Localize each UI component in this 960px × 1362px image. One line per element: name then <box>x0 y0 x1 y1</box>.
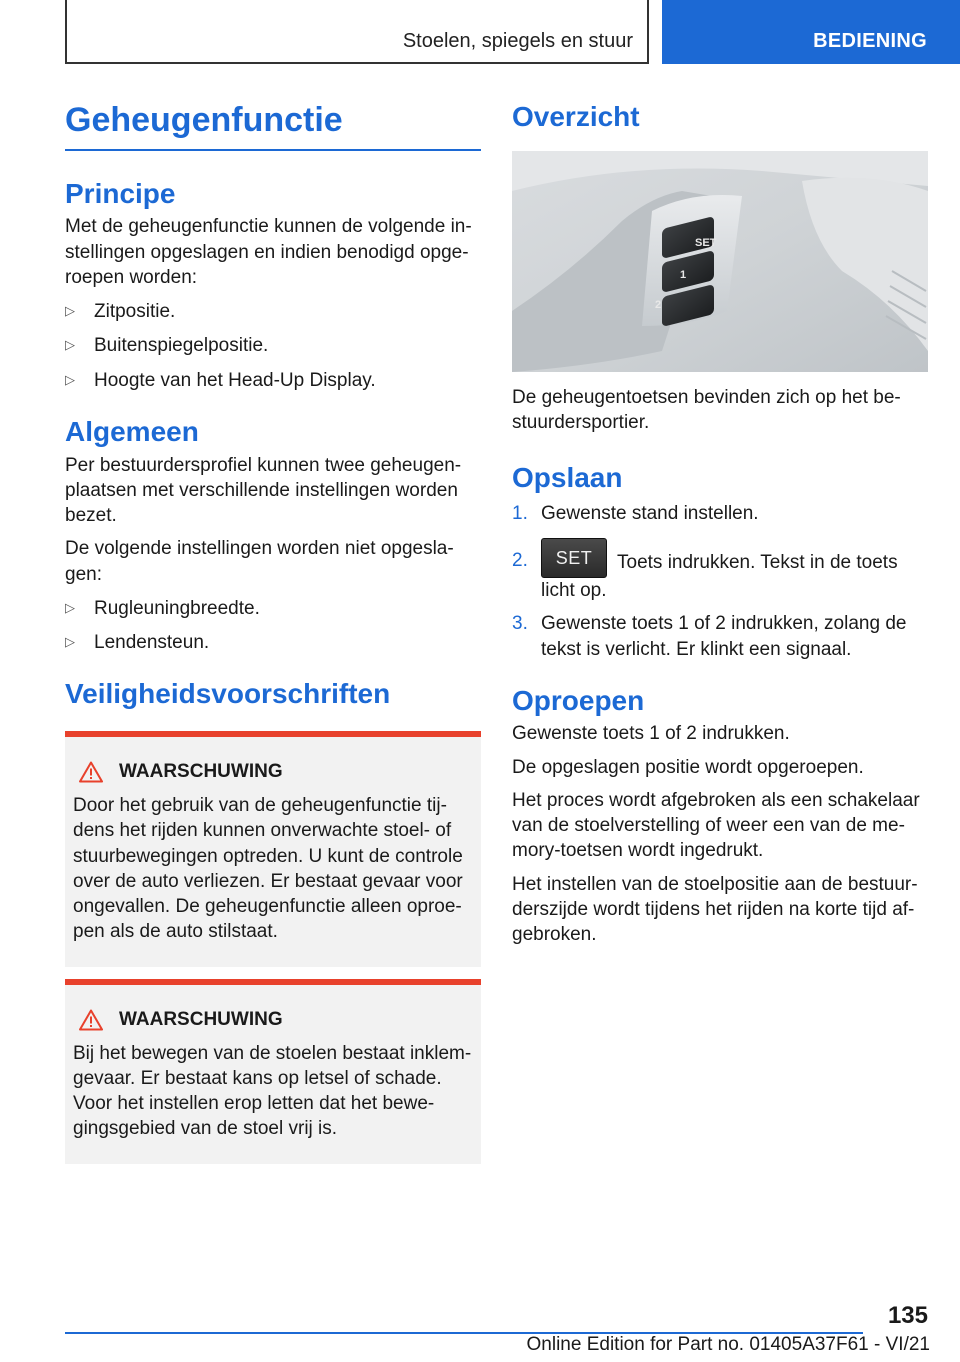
triangle-bullet-icon: ▷ <box>65 371 75 387</box>
list-item: ▷ Lendensteun. <box>65 632 210 654</box>
header-chapter-tab <box>662 0 960 64</box>
principe-list <box>65 299 481 393</box>
algemeen-text-1: Per bestuurdersprofiel kunnen twee geheugenplaatsen met verschillende instellingen worden bezet. <box>65 454 462 527</box>
triangle-bullet-icon: ▷ <box>65 599 75 615</box>
warning-label: WAARSCHUWING <box>119 1008 283 1030</box>
triangle-bullet-icon: ▷ <box>65 303 75 319</box>
heading-opslaan: Opslaan <box>512 462 623 494</box>
list-item: ▷ Buitenspiegelpositie. <box>65 335 269 357</box>
warning-text: Bij het bewegen van de stoelen bestaat inklemgevaar. Er bestaat kans op letsel of schade. Voor het instellen erop letten dat het bewegingsgebied van de stoel vrij is. <box>73 1042 472 1140</box>
heading-veiligheid: Veiligheidsvoorschriften <box>65 678 391 710</box>
list-item: ▷ Hoogte van het Head-Up Display. <box>65 369 376 391</box>
list-item: 1. Gewenste stand instellen. <box>512 501 928 526</box>
list-item: ▷ Zitpositie. <box>65 301 176 323</box>
warning-triangle-icon <box>79 761 103 783</box>
photo-set-label: SET <box>695 236 717 249</box>
photo-key-2-label: 2 <box>655 298 662 311</box>
right-column <box>512 100 928 948</box>
set-key-icon: SET <box>541 538 607 578</box>
overzicht-caption: De geheugentoetsen bevinden zich op het bestuurdersportier. <box>512 386 901 433</box>
heading-oproepen: Oproepen <box>512 684 645 716</box>
step-number: 1. <box>512 502 528 524</box>
warning-text: Door het gebruik van de geheugenfunctie tijdens het rijden kunnen onverwachte stoel- of stuurbewegingen optreden. U kunt de controle over de auto verliezen. Er bestaat gevaar voor ongevallen. De geheugenfunctie alleen oproepen als de auto stilstaat. <box>73 795 463 943</box>
warning-triangle-icon <box>79 1009 103 1031</box>
algemeen-text-2: De volgende instellingen worden niet opgeslagen: <box>65 538 454 585</box>
step-number: 3. <box>512 613 528 635</box>
algemeen-list <box>65 596 481 656</box>
oproepen-text-1: Gewenste toets 1 of 2 indrukken. <box>512 723 790 745</box>
page-title: Geheugenfunctie <box>65 100 481 151</box>
warning-box <box>65 731 481 967</box>
warning-label: WAARSCHUWING <box>119 761 283 783</box>
opslaan-steps <box>512 501 928 662</box>
principe-text: Met de geheugenfunctie kunnen de volgende instellingen opgeslagen en indien benodigd opgeroepen worden: <box>65 216 472 288</box>
triangle-bullet-icon: ▷ <box>65 337 75 353</box>
list-item: 3. Gewenste toets 1 of 2 indrukken, zolang de tekst is verlicht. Er klinkt een signaal. <box>512 613 907 660</box>
oproepen-text-4: Het instellen van de stoelpositie aan de bestuurderszijde wordt tijdens het rijden na korte tijd afgebroken. <box>512 873 918 946</box>
page-number: 135 <box>887 1302 928 1329</box>
footer-edition: Online Edition for Part no. 01405A37F61 - VI/21 <box>526 1334 930 1355</box>
oproepen-text-2: De opgeslagen positie wordt opgeroepen. <box>512 756 864 778</box>
heading-overzicht: Overzicht <box>512 101 640 132</box>
step-number: 2. <box>512 549 528 571</box>
door-panel-photo <box>512 151 928 372</box>
header-chapter-title: BEDIENING <box>813 30 927 52</box>
left-column <box>65 100 481 1164</box>
warning-box <box>65 979 481 1164</box>
triangle-bullet-icon: ▷ <box>65 634 75 650</box>
list-item: 2. SET Toets indrukken. Tekst in de toets licht op. <box>512 538 928 603</box>
oproepen-text-3: Het proces wordt afgebroken als een schakelaar van de stoelverstelling of weer een van de memory-toetsen wordt ingedrukt. <box>512 789 920 862</box>
header-section-title: Stoelen, spiegels en stuur <box>402 30 633 52</box>
heading-principe: Principe <box>65 177 176 209</box>
photo-key-1-label: 1 <box>680 268 687 281</box>
list-item: ▷ Rugleuningbreedte. <box>65 597 260 619</box>
heading-algemeen: Algemeen <box>65 415 199 447</box>
header-section-box <box>65 0 649 64</box>
